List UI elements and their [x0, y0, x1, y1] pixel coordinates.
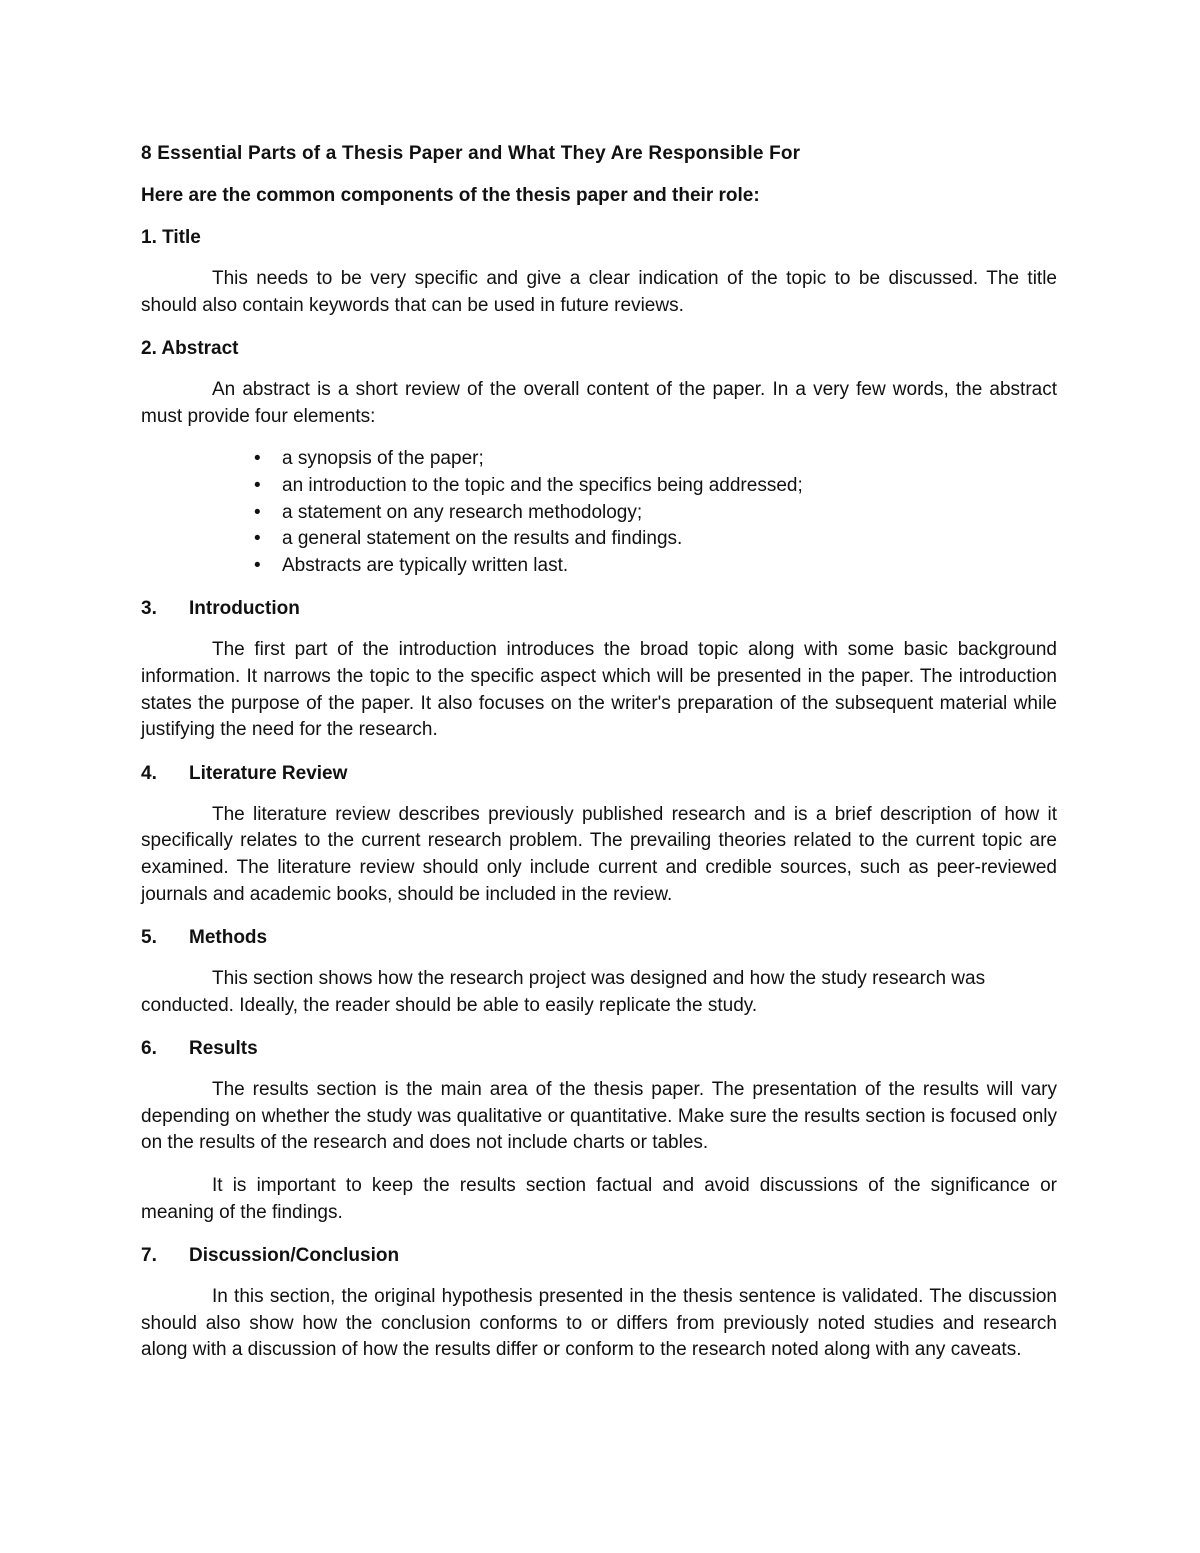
list-item — [141, 526, 1057, 553]
list-item-text: a general statement on the results and findings. — [282, 528, 683, 550]
section-paragraph-results-1: The results section is the main area of the thesis paper. The presentation of the results will vary depending on whether the study was qualitative or quantitative. Make sure the results section is focused only on the results of the research and does not include charts or tables. — [141, 1079, 1057, 1154]
section-paragraph-results-2: It is important to keep the results section factual and avoid discussions of the significance or meaning of the findings. — [141, 1175, 1057, 1223]
section-paragraph-literature-review: The literature review describes previously published research and is a brief description of how it specifically relates to the current research problem. The prevailing theories related to the current topic are examined. The literature review should only include current and credible sources, such as peer-reviewed journals and academic books, should be included in the review. — [141, 803, 1057, 905]
list-item — [141, 446, 1057, 473]
bullet-icon: • — [254, 474, 261, 496]
section-heading-text: Introduction — [189, 598, 300, 620]
bullet-icon: • — [254, 448, 261, 470]
section-paragraph-methods: This section shows how the research project was designed and how the study research was conducted. Ideally, the reader should be able to easily replicate the study. — [141, 968, 986, 1016]
list-item — [141, 473, 1057, 500]
list-item — [141, 500, 1057, 527]
section-heading-text: Results — [189, 1038, 258, 1060]
section-heading-text: Literature Review — [189, 762, 348, 784]
section-number: 5. — [141, 927, 157, 949]
list-item-text: a synopsis of the paper; — [282, 448, 484, 470]
list-item — [141, 553, 1057, 580]
section-paragraph-title: This needs to be very specific and give a clear indication of the topic to be discussed. The title should also contain keywords that can be used in future reviews. — [141, 268, 1057, 316]
section-heading-text: Discussion/Conclusion — [189, 1245, 400, 1267]
section-number: 7. — [141, 1245, 157, 1267]
document-title: 8 Essential Parts of a Thesis Paper and What They Are Responsible For — [141, 143, 801, 164]
list-item-text: a statement on any research methodology; — [282, 501, 643, 523]
section-heading-results — [141, 1035, 1057, 1063]
abstract-bullet-list — [141, 446, 1057, 579]
bullet-icon: • — [254, 501, 261, 523]
section-heading-methods — [141, 924, 1057, 952]
list-item-text: an introduction to the topic and the specifics being addressed; — [282, 474, 803, 496]
section-heading-abstract: 2. Abstract — [141, 338, 239, 360]
section-heading-title: 1. Title — [141, 227, 201, 248]
section-paragraph-introduction: The first part of the introduction introduces the broad topic along with some basic background information. It narrows the topic to the specific aspect which will be presented in the paper. The introduction states the purpose of the paper. It also focuses on the writer's preparation of the subsequent material while justifying the need for the research. — [141, 639, 1057, 741]
section-heading-discussion — [141, 1242, 1057, 1270]
section-heading-literature-review — [141, 760, 1057, 788]
bullet-icon: • — [254, 528, 261, 550]
section-heading-text: Methods — [189, 927, 268, 949]
document-page — [141, 140, 1057, 1380]
section-paragraph-abstract: An abstract is a short review of the overall content of the paper. In a very few words, the abstract must provide four elements: — [141, 379, 1057, 427]
bullet-icon: • — [254, 554, 261, 576]
section-paragraph-discussion: In this section, the original hypothesis presented in the thesis sentence is validated. The discussion should also show how the conclusion conforms to or differs from previously noted studies and research along with a discussion of how the results differ or conform to the research noted along with any caveats. — [141, 1286, 1057, 1361]
document-subtitle: Here are the common components of the thesis paper and their role: — [141, 185, 760, 206]
section-heading-introduction — [141, 595, 1057, 623]
section-number: 6. — [141, 1038, 157, 1060]
section-number: 3. — [141, 598, 157, 620]
section-number: 4. — [141, 762, 157, 784]
list-item-text: Abstracts are typically written last. — [282, 554, 569, 576]
